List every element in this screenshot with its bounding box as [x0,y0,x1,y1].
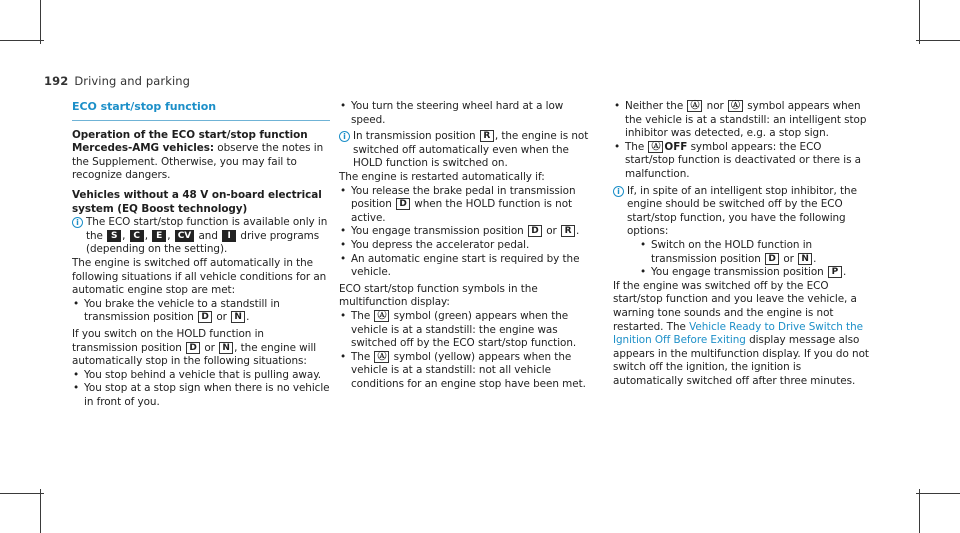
sub-heading: Vehicles without a 48 V on-board electrical system (EQ Boost technology) [72,188,322,215]
list-text: The [351,350,371,363]
note-text: and [198,229,218,242]
page-number: 192 [44,74,69,88]
note-text: The ECO start/stop function is available only in the [86,216,328,242]
key-n: N [798,253,812,265]
list-text: Switch on the HOLD function in transmission position [651,238,813,265]
column-3 [613,100,871,388]
list-text: The [625,140,645,153]
hold-paragraph [72,328,330,369]
list-text: nor [706,100,724,112]
list-text: You engage transmission position [351,225,524,238]
hold-text: If you switch on the HOLD function in transmission position [72,327,264,354]
crop-mark [0,493,44,494]
note [613,185,871,280]
hold-text: , the engine will automatically stop in the following situations: [72,341,317,368]
eco-yellow-icon: Ⓐ [728,100,743,112]
key-d: D [528,225,542,237]
paragraph-text: If the engine was switched off by the ECO start/stop function and you leave the vehicle, a warning tone sounds and the engine is not restarted. The [613,279,857,333]
key-d: D [765,253,779,265]
list-item [613,100,871,141]
key-d: D [396,198,410,210]
list-text: symbol (yellow) appears when the vehicle is at a standstill: not all vehicle conditions for an engine stop have been met. [351,350,586,390]
list-text: when the HOLD function is not active. [351,198,573,224]
list-text: You release the brake pedal in transmission position [351,184,576,211]
list-text: or [546,225,557,238]
key-d: D [198,311,212,323]
info-icon: i [72,217,83,228]
note [339,130,597,171]
list-item [339,310,597,351]
note-text: If, in spite of an intelligent stop inhibitor, the engine should be switched off by the ECO start/stop function, you have the following options: [627,184,857,238]
crop-mark [919,489,920,533]
eco-green-icon: Ⓐ [374,310,389,322]
warning-paragraph [613,280,871,389]
list-text: You engage transmission position [651,266,824,279]
chapter-title: Driving and parking [74,74,191,88]
list-text: symbol appears when the vehicle is at a standstill: an intelligent stop inhibitor was detected, e.g. a stop sign. [625,100,867,140]
list-item: • You stop behind a vehicle that is pulling away. [72,369,330,383]
list-text: symbol (green) appears when the vehicle is at a standstill: the engine was switched off by the ECO start/stop function. [351,309,577,350]
note-text: drive programs (depending on the setting). [86,229,320,256]
list-item: • Switch on the HOLD function in transmission position D or N . [627,239,871,266]
list-text: or [783,252,794,265]
list-item [339,351,597,392]
key-r: R [480,130,494,142]
list-item: • You brake the vehicle to a standstill in transmission position D or N . [72,298,330,325]
page-header [44,74,190,88]
display-message-link: Vehicle Ready to Drive Switch the Ignition Off Before Exiting [613,320,863,347]
eco-green-icon: Ⓐ [687,100,702,112]
restart-paragraph: The engine is restarted automatically if: [339,170,545,183]
list-item: • You engage transmission position D or R . [339,225,597,239]
eco-off-icon: Ⓐ [648,141,663,153]
info-icon: i [613,186,624,197]
section-title: ECO start/stop function [72,100,330,121]
note-text: , the engine is not switched off automatically even when the HOLD function is switched on. [353,130,589,170]
crop-mark [916,493,960,494]
off-label: OFF [664,140,688,153]
note-text: In transmission position [353,130,476,143]
drive-program-key: S [107,230,121,242]
list-item [339,185,597,226]
list-item: • An automatic engine start is required by the vehicle. [339,253,597,280]
symbols-paragraph: ECO start/stop function symbols in the multifunction display: [339,282,538,309]
list-item: • You depress the accelerator pedal. [339,239,597,253]
list-text: The [351,309,371,322]
list-item: • You engage transmission position P . [627,266,871,280]
key-n: N [231,311,245,323]
hold-text: or [204,341,215,354]
drive-program-key: I [222,230,236,242]
crop-mark [916,40,960,41]
column-2 [339,100,597,391]
drive-program-key: E [152,230,166,242]
key-d: D [186,342,200,354]
crop-mark [919,0,920,44]
list-item: • You turn the steering wheel hard at a low speed. [339,100,597,127]
list-item [613,141,871,182]
note: i The ECO start/stop function is available only in the S , C , E , CV and I drive programs (depending on the setting). [72,216,330,257]
list-text: You brake the vehicle to a standstill in transmission position [84,297,280,324]
column-1 [72,100,330,409]
op-heading: Operation of the ECO start/stop function Mercedes-AMG vehicles: [72,128,308,155]
list-text: symbol appears: the ECO start/stop function is deactivated or there is a malfunction. [625,140,862,180]
op-text: observe the notes in the Supplement. Otherwise, you may fail to recognize dangers. [72,142,324,182]
paragraph-text: display message also appears in the multifunction display. If you do not switch off the ignition, the ignition is automatically switched off after three minutes. [613,334,869,387]
amg-paragraph [72,129,330,183]
list-text: or [216,311,227,324]
key-r: R [561,225,575,237]
key-n: N [219,342,233,354]
list-item: • You stop at a stop sign when there is no vehicle in front of you. [72,382,330,409]
drive-program-key: CV [175,230,194,242]
auto-off-paragraph: The engine is switched off automatically in the following situations if all vehicle conditions for an automatic engine stop are met: [72,256,327,297]
crop-mark [40,0,41,44]
info-icon: i [339,131,350,142]
crop-mark [0,40,44,41]
list-text: Neither the [625,100,684,112]
eco-yellow-icon: Ⓐ [374,351,389,363]
drive-program-key: C [130,230,144,242]
key-p: P [828,266,842,278]
crop-mark [40,489,41,533]
